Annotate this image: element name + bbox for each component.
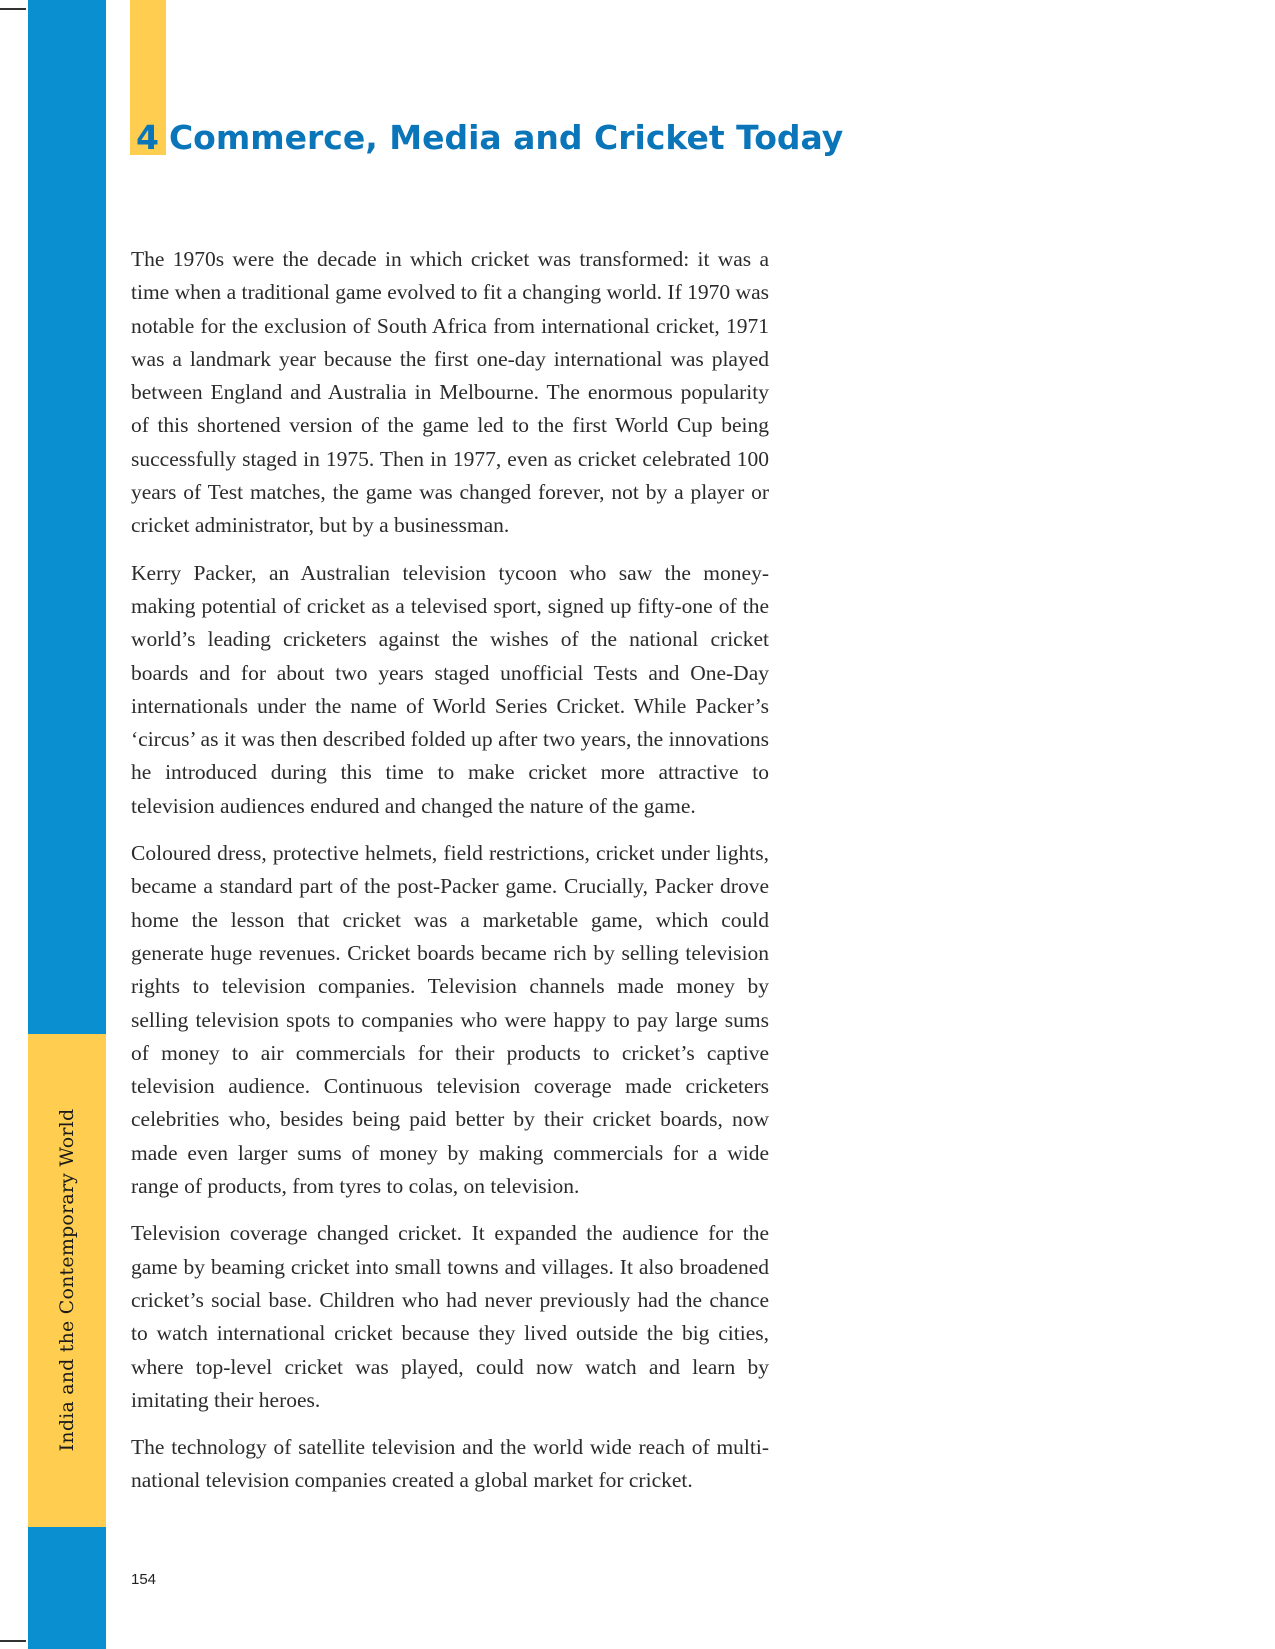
crop-mark-bottom bbox=[0, 1640, 26, 1642]
body-text bbox=[131, 243, 769, 1512]
running-title: India and the Contemporary World bbox=[56, 1108, 78, 1452]
chapter-title: Commerce, Media and Cricket Today bbox=[168, 118, 844, 157]
page-number: 154 bbox=[131, 1571, 157, 1588]
paragraph: The 1970s were the decade in which cricket was transformed: it was a time when a traditional game evolved to fit a changing world. If 1970 was notable for the exclusion of South Africa from international cricket, 1971 was a landmark year because the first one-day international was played between England and Australia in Melbourne. The enormous popularity of this shortened version of the game led to the first World Cup being successfully staged in 1975. Then in 1977, even as cricket celebrated 100 years of Test matches, the game was changed forever, not by a player or cricket administrator, but by a businessman. bbox=[131, 247, 769, 538]
paragraph: Kerry Packer, an Australian television tycoon who saw the money-making potential of cricket as a televised sport, signed up fifty-one of the world’s leading cricketers against the wishes of the national cricket boards and for about two years staged unofficial Tests and One-Day internationals under the name of World Series Cricket. While Packer’s ‘circus’ as it was then described folded up after two years, the innovations he introduced during this time to make cricket more attractive to television audiences endured and changed the nature of the game. bbox=[131, 560, 769, 818]
paragraph: The technology of satellite television and the world wide reach of multi-national television companies created a global market for cricket. bbox=[131, 1435, 769, 1493]
paragraph: Coloured dress, protective helmets, field restrictions, cricket under lights, became a standard part of the post-Packer game. Crucially, Packer drove home the lesson that cricket was a marketable game, which could generate huge revenues. Cricket boards became rich by selling television rights to television companies. Television channels made money by selling television spots to companies who were happy to pay large sums of money to air commercials for their products to cricket’s captive television audience. Continuous television coverage made cricketers celebrities who, besides being paid better by their cricket boards, now made even larger sums of money by making commercials for a wide range of products, from tyres to colas, on television. bbox=[131, 841, 769, 1199]
chapter-heading bbox=[136, 112, 843, 164]
chapter-number: 4 bbox=[136, 118, 159, 157]
crop-mark-top bbox=[0, 8, 26, 10]
paragraph: Television coverage changed cricket. It expanded the audience for the game by beaming cricket into small towns and villages. It also broadened cricket’s social base. Children who had never previously had the chance to watch international cricket because they lived outside the big cities, where top-level cricket was played, could now watch and learn by imitating their heroes. bbox=[131, 1221, 769, 1412]
